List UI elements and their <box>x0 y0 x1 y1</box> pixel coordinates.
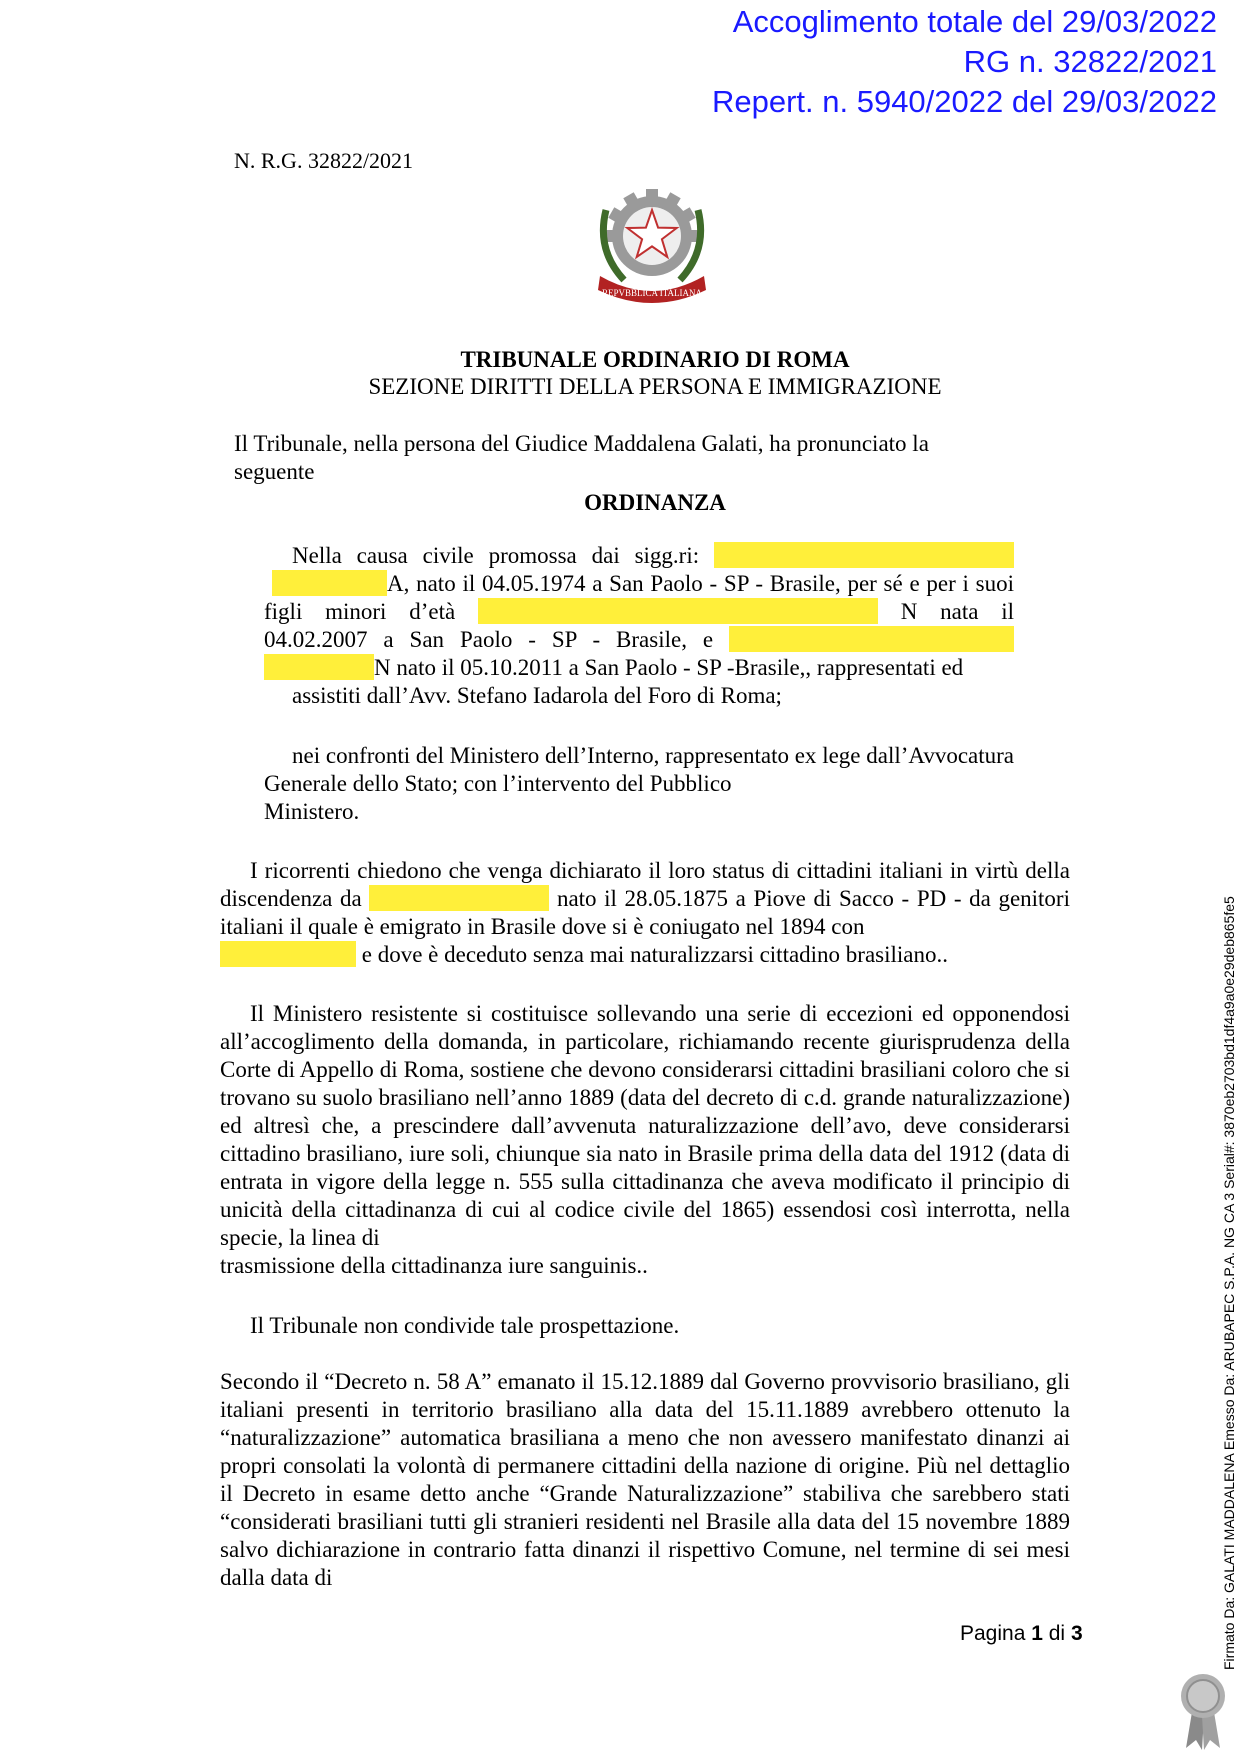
intro-paragraph <box>234 430 1070 486</box>
claim-last-line: e dove è deceduto senza mai naturalizzarsi cittadino brasiliano.. <box>356 942 949 967</box>
ministry-text: Il Ministero resistente si costituisce sollevando una serie di eccezioni ed opponendosi all’accoglimento della domanda, in particolare, richiamando recente giurisprudenza della Corte di Appello di Roma, sostiene che devono considerarsi cittadini brasiliani coloro che si trovano su suolo brasiliano nell’anno 1889 (data del decreto di c.d. grande naturalizzazione) ed altresì che, a prescindere dall’avvenuta naturalizzazione dell’avo, deve considerarsi cittadino brasiliano, iure soli, chiunque sia nato in Brasile prima della data del 1912 (data di entrata in vigore della legge n. 555 sulla cittadinanza che aveva modificato il principio di unicità della cittadinanza di cui al codice civile del 1865) essendosi così interrotta, nella specie, la linea di <box>220 1001 1070 1250</box>
decree-paragraph <box>220 1368 1070 1592</box>
claim-paragraph <box>220 857 1070 969</box>
page-current: 1 <box>1031 1622 1043 1645</box>
respondent-paragraph <box>264 742 1014 826</box>
parties-paragraph <box>264 542 1014 710</box>
ministry-last-line: trasmissione della cittadinanza iure sanguinis.. <box>220 1253 648 1278</box>
parties-text-2: A, nato il 04.05.1974 a San Paolo - SP - Brasile, per sé e per i suoi figli minori d’età <box>264 571 1014 624</box>
claim-text-2: nato il 28.05.1875 a Piove di Sacco - PD - da genitori italiani il quale è emigrato in Brasile dove si è coniugato nel 1894 con <box>220 886 1070 939</box>
stamp-repertory: Repert. n. 5940/2022 del 29/03/2022 <box>711 84 1217 119</box>
respondent-last-line: Ministero. <box>264 799 360 824</box>
intro-text: Il Tribunale, nella persona del Giudice Maddalena Galati, ha pronunciato la <box>234 431 929 456</box>
court-section: SEZIONE DIRITTI DELLA PERSONA E IMMIGRAZIONE <box>368 374 942 399</box>
parties-text-4: N nato il 05.10.2011 a San Paolo - SP -Brasile,, rappresentati ed <box>374 655 964 680</box>
parties-last-line: assistiti dall’Avv. Stefano Iadarola del Foro di Roma; <box>292 683 782 708</box>
page-separator: di <box>1042 1622 1071 1645</box>
case-number: N. R.G. 32822/2021 <box>234 148 414 173</box>
redacted-name <box>272 570 387 596</box>
stamp-rg: RG n. 32822/2021 <box>963 44 1217 79</box>
parties-text-1: Nella causa civile promossa dai sigg.ri: <box>292 543 714 568</box>
redacted-name <box>714 542 1014 568</box>
redacted-name <box>729 626 1014 652</box>
stamp-outcome: Accoglimento totale del 29/03/2022 <box>732 4 1217 39</box>
ordinance-title: ORDINANZA <box>584 490 726 515</box>
intro-last-line: seguente <box>234 459 315 484</box>
registration-stamp <box>712 2 1217 122</box>
parties-text-3: N nata il 04.02.2007 a San Paolo - SP - Brasile, e <box>264 599 1014 652</box>
signature-seal-icon <box>1178 1672 1228 1750</box>
tribunal-paragraph <box>220 1312 1070 1340</box>
redacted-name <box>369 885 549 911</box>
page-total: 3 <box>1070 1622 1083 1645</box>
court-title: TRIBUNALE ORDINARIO DI ROMA <box>460 347 850 372</box>
digital-signature-info: Firmato Da: GALATI MADDALENA Emesso Da: ARUBAPEC S.P.A. NG CA 3 Serial#: 3870eb2703bd1df4a9a0e29deb865fe5 <box>1221 896 1237 1670</box>
page-label: Pagina <box>960 1622 1032 1645</box>
decree-text: Secondo il “Decreto n. 58 A” emanato il 15.12.1889 dal Governo provvisorio brasiliano, gli italiani presenti in territorio brasiliano alla data del 15.11.1889 avrebbero ottenuto la “naturalizzazione” automatica brasiliana a meno che non avessero manifestato dinanzi ai propri consolati la volontà di permanere cittadini della nazione di origine. Più nel dettaglio il Decreto in esame detto anche “Grande Naturalizzazione” stabiliva che sarebbero stati “considerati brasiliani tutti gli stranieri residenti nel Brasile alla data del 15 novembre 1889 salvo dichiarazione in contrario fatta dinanzi il rispettivo Comune, nel termine di sei mesi dalla data di <box>220 1369 1070 1590</box>
page-number <box>960 1622 1083 1646</box>
redacted-name <box>264 654 374 680</box>
redacted-name <box>220 941 356 967</box>
redacted-name <box>478 598 878 624</box>
claim-text-1: I ricorrenti chiedono che venga dichiarato il loro status di cittadini italiani in virtù della discendenza da <box>220 858 1070 911</box>
tribunal-text: Il Tribunale non condivide tale prospettazione. <box>250 1313 680 1338</box>
ministry-paragraph <box>220 1000 1070 1280</box>
italian-republic-emblem-icon <box>588 180 716 310</box>
emblem-text: REPVBBLICA ITALIANA <box>601 288 703 298</box>
respondent-text: nei confronti del Ministero dell’Interno, rappresentato ex lege dall’Avvocatura Generale dello Stato; con l’intervento del Pubblico <box>264 743 1014 796</box>
